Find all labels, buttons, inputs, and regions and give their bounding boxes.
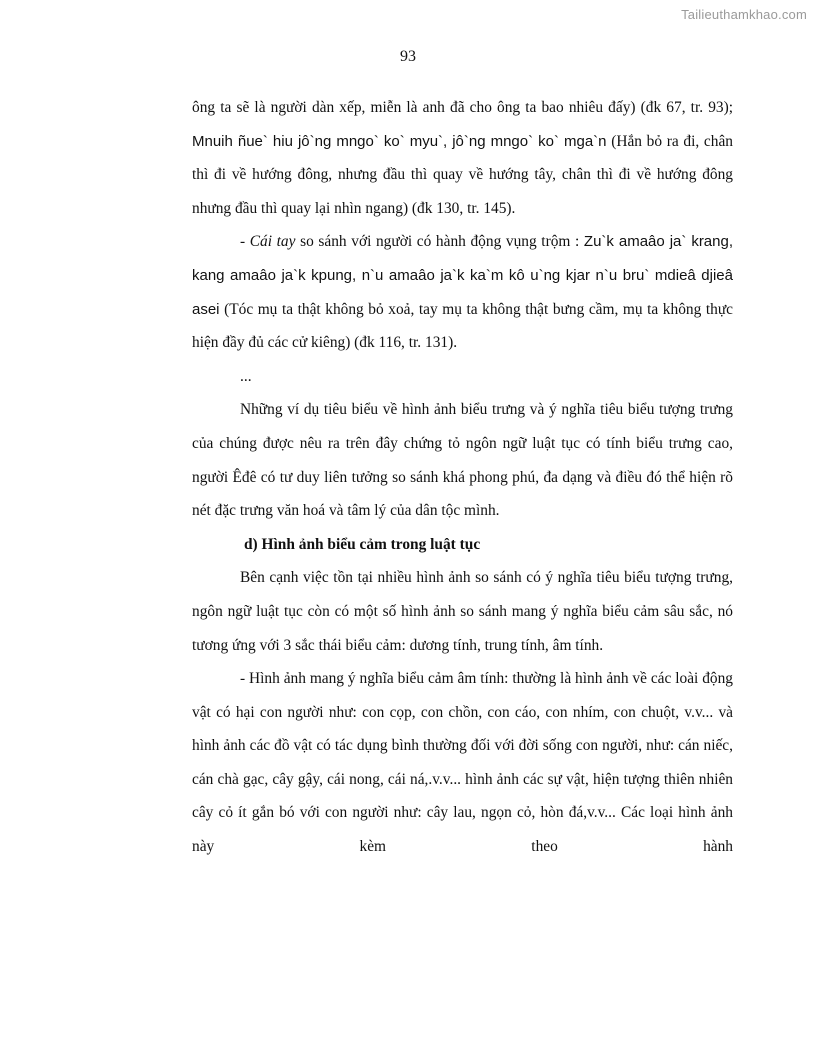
- paragraph-1-text-c: (Hắn bỏ ra đi, chân thì đi về hướng đông, nhưng đầu thì quay về hướng tây, chân thì đi về hướng đông nhưng đầu thì quay lại nhìn ngang) (đk 130, tr. 145).: [192, 132, 733, 217]
- paragraph-1-text-a: ông ta sẽ là người dàn xếp, miễn là anh đã cho ông ta bao nhiêu đấy) (đk 67, tr. 93);: [192, 99, 733, 116]
- paragraph-2-dash: -: [240, 233, 250, 251]
- watermark: Tailieuthamkhao.com: [681, 7, 807, 22]
- paragraph-3: Những ví dụ tiêu biểu về hình ảnh biểu trưng và ý nghĩa tiêu biểu tượng trưng của chúng được nêu ra trên đây chứng tỏ ngôn ngữ luật tục có tính biểu trưng cao, người Êđê có tư duy liên tưởng so sánh khá phong phú, đa dạng và điều đó thể hiện rõ nét đặc trưng văn hoá và tâm lý của dân tộc mình.: [192, 401, 733, 520]
- paragraph-2-text-c: so sánh với người có hành động vụng trộm :: [295, 233, 584, 251]
- paragraph-4: Bên cạnh việc tồn tại nhiều hình ảnh so sánh có ý nghĩa tiêu biểu tượng trưng, ngôn ngữ luật tục còn có một số hình ảnh so sánh mang ý nghĩa biểu cảm sâu sắc, nó tương ứng với 3 sắc thái biểu cảm: dương tính, trung tính, âm tính.: [192, 569, 733, 654]
- paragraph-5: - Hình ảnh mang ý nghĩa biểu cảm âm tính: thường là hình ảnh về các loài động vật có hại con người như: con cọp, con chồn, con cáo, con nhím, con chuột, v.v... và hình ảnh các đồ vật có tác dụng bình thường đối với đời sống con người, như: cán niếc, cán chà gạc, cây gậy, cái nong, cái ná,.v.v... hình ảnh các sự vật, hiện tượng thiên nhiên cây cỏ ít gắn bó với con người như: cây lau, ngọn cỏ, hòn đá,v.v... Các loại hình ảnh này kèm theo hành: [192, 670, 733, 856]
- section-heading: d) Hình ảnh biểu cảm trong luật tục: [244, 535, 481, 553]
- document-body: [192, 91, 733, 864]
- paragraph-1: [192, 91, 733, 225]
- paragraph-2-text-e: (Tóc mụ ta thật không bỏ xoả, tay mụ ta không thật bưng cầm, mụ ta không thực hiện đầy đủ các cử kiêng) (đk 116, tr. 131).: [192, 300, 733, 352]
- ede-quote-2: Zu`k amaâo ja` krang, kang amaâo ja`k kpung, n`u amaâo ja`k ka`m kô u`ng kjar n`u bru` mdieâ djieâ asei: [192, 233, 734, 318]
- page-number: 93: [400, 48, 416, 65]
- term-cai-tay: Cái tay: [249, 233, 296, 251]
- ede-quote-1: Mnuih ñue` hiu jô`ng mngo` ko` myu`, jô`ng mngo` ko` mga`n: [192, 132, 607, 150]
- paragraph-2: [192, 225, 733, 359]
- ellipsis: ...: [240, 367, 252, 385]
